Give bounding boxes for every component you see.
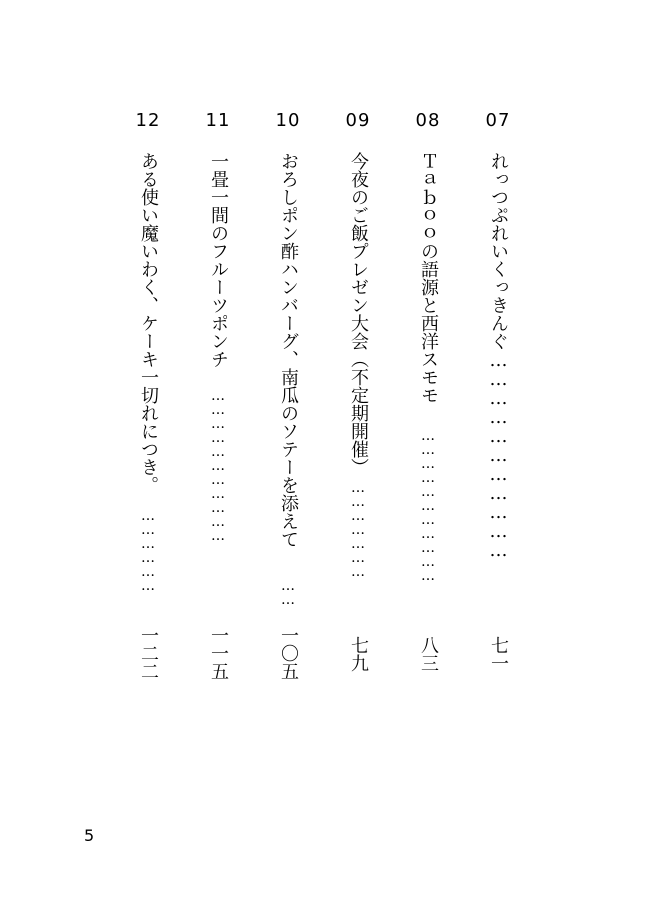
folio-page-number: 5 bbox=[84, 826, 95, 845]
chapter-number: 09 bbox=[345, 110, 371, 131]
chapter-number: 12 bbox=[135, 110, 161, 131]
dot-leader: …………………………… bbox=[420, 428, 436, 582]
chapter-number: 10 bbox=[275, 110, 301, 131]
dot-leader: …………………………… bbox=[210, 388, 226, 542]
page-number: 八三 bbox=[418, 636, 439, 672]
chapter-number: 07 bbox=[485, 110, 511, 131]
toc-entry-09 bbox=[338, 110, 378, 710]
page-number: 七九 bbox=[348, 636, 369, 672]
dot-leader: …… bbox=[280, 578, 296, 606]
dot-leader: …………………………… bbox=[488, 350, 509, 559]
toc-entry-10 bbox=[268, 110, 308, 710]
toc-entry-07 bbox=[478, 110, 518, 710]
page-number: 一一五 bbox=[208, 626, 229, 680]
chapter-title: おろしポン酢ハンバーグ、南瓜のソテーを添えて bbox=[278, 152, 299, 548]
dot-leader: ……………… bbox=[140, 508, 156, 592]
page-number: 七一 bbox=[488, 636, 509, 672]
page-number: 一二二 bbox=[138, 626, 159, 680]
chapter-title-line bbox=[485, 152, 511, 708]
toc-entry-08 bbox=[408, 110, 448, 710]
chapter-number: 11 bbox=[205, 110, 231, 131]
chapter-title: ある使い魔いわく、ケーキ一切れにつき。 bbox=[138, 152, 159, 494]
chapter-number: 08 bbox=[415, 110, 441, 131]
chapter-title-line bbox=[275, 152, 301, 708]
chapter-title: Ｔａｂｏｏの語源と西洋スモモ bbox=[418, 152, 439, 404]
dot-leader: ………………… bbox=[350, 480, 366, 578]
chapter-title-line bbox=[345, 152, 371, 708]
chapter-title-line bbox=[135, 152, 161, 708]
chapter-title: 一畳一間のフルーツポンチ bbox=[208, 152, 229, 368]
chapter-title: 今夜のご飯プレゼン大会（不定期開催） bbox=[348, 152, 369, 476]
page-number: 一〇五 bbox=[278, 626, 299, 680]
toc-entry-12 bbox=[128, 110, 168, 710]
chapter-title: れっつぷれいくっきんぐ bbox=[488, 152, 509, 350]
toc-entry-11 bbox=[198, 110, 238, 710]
